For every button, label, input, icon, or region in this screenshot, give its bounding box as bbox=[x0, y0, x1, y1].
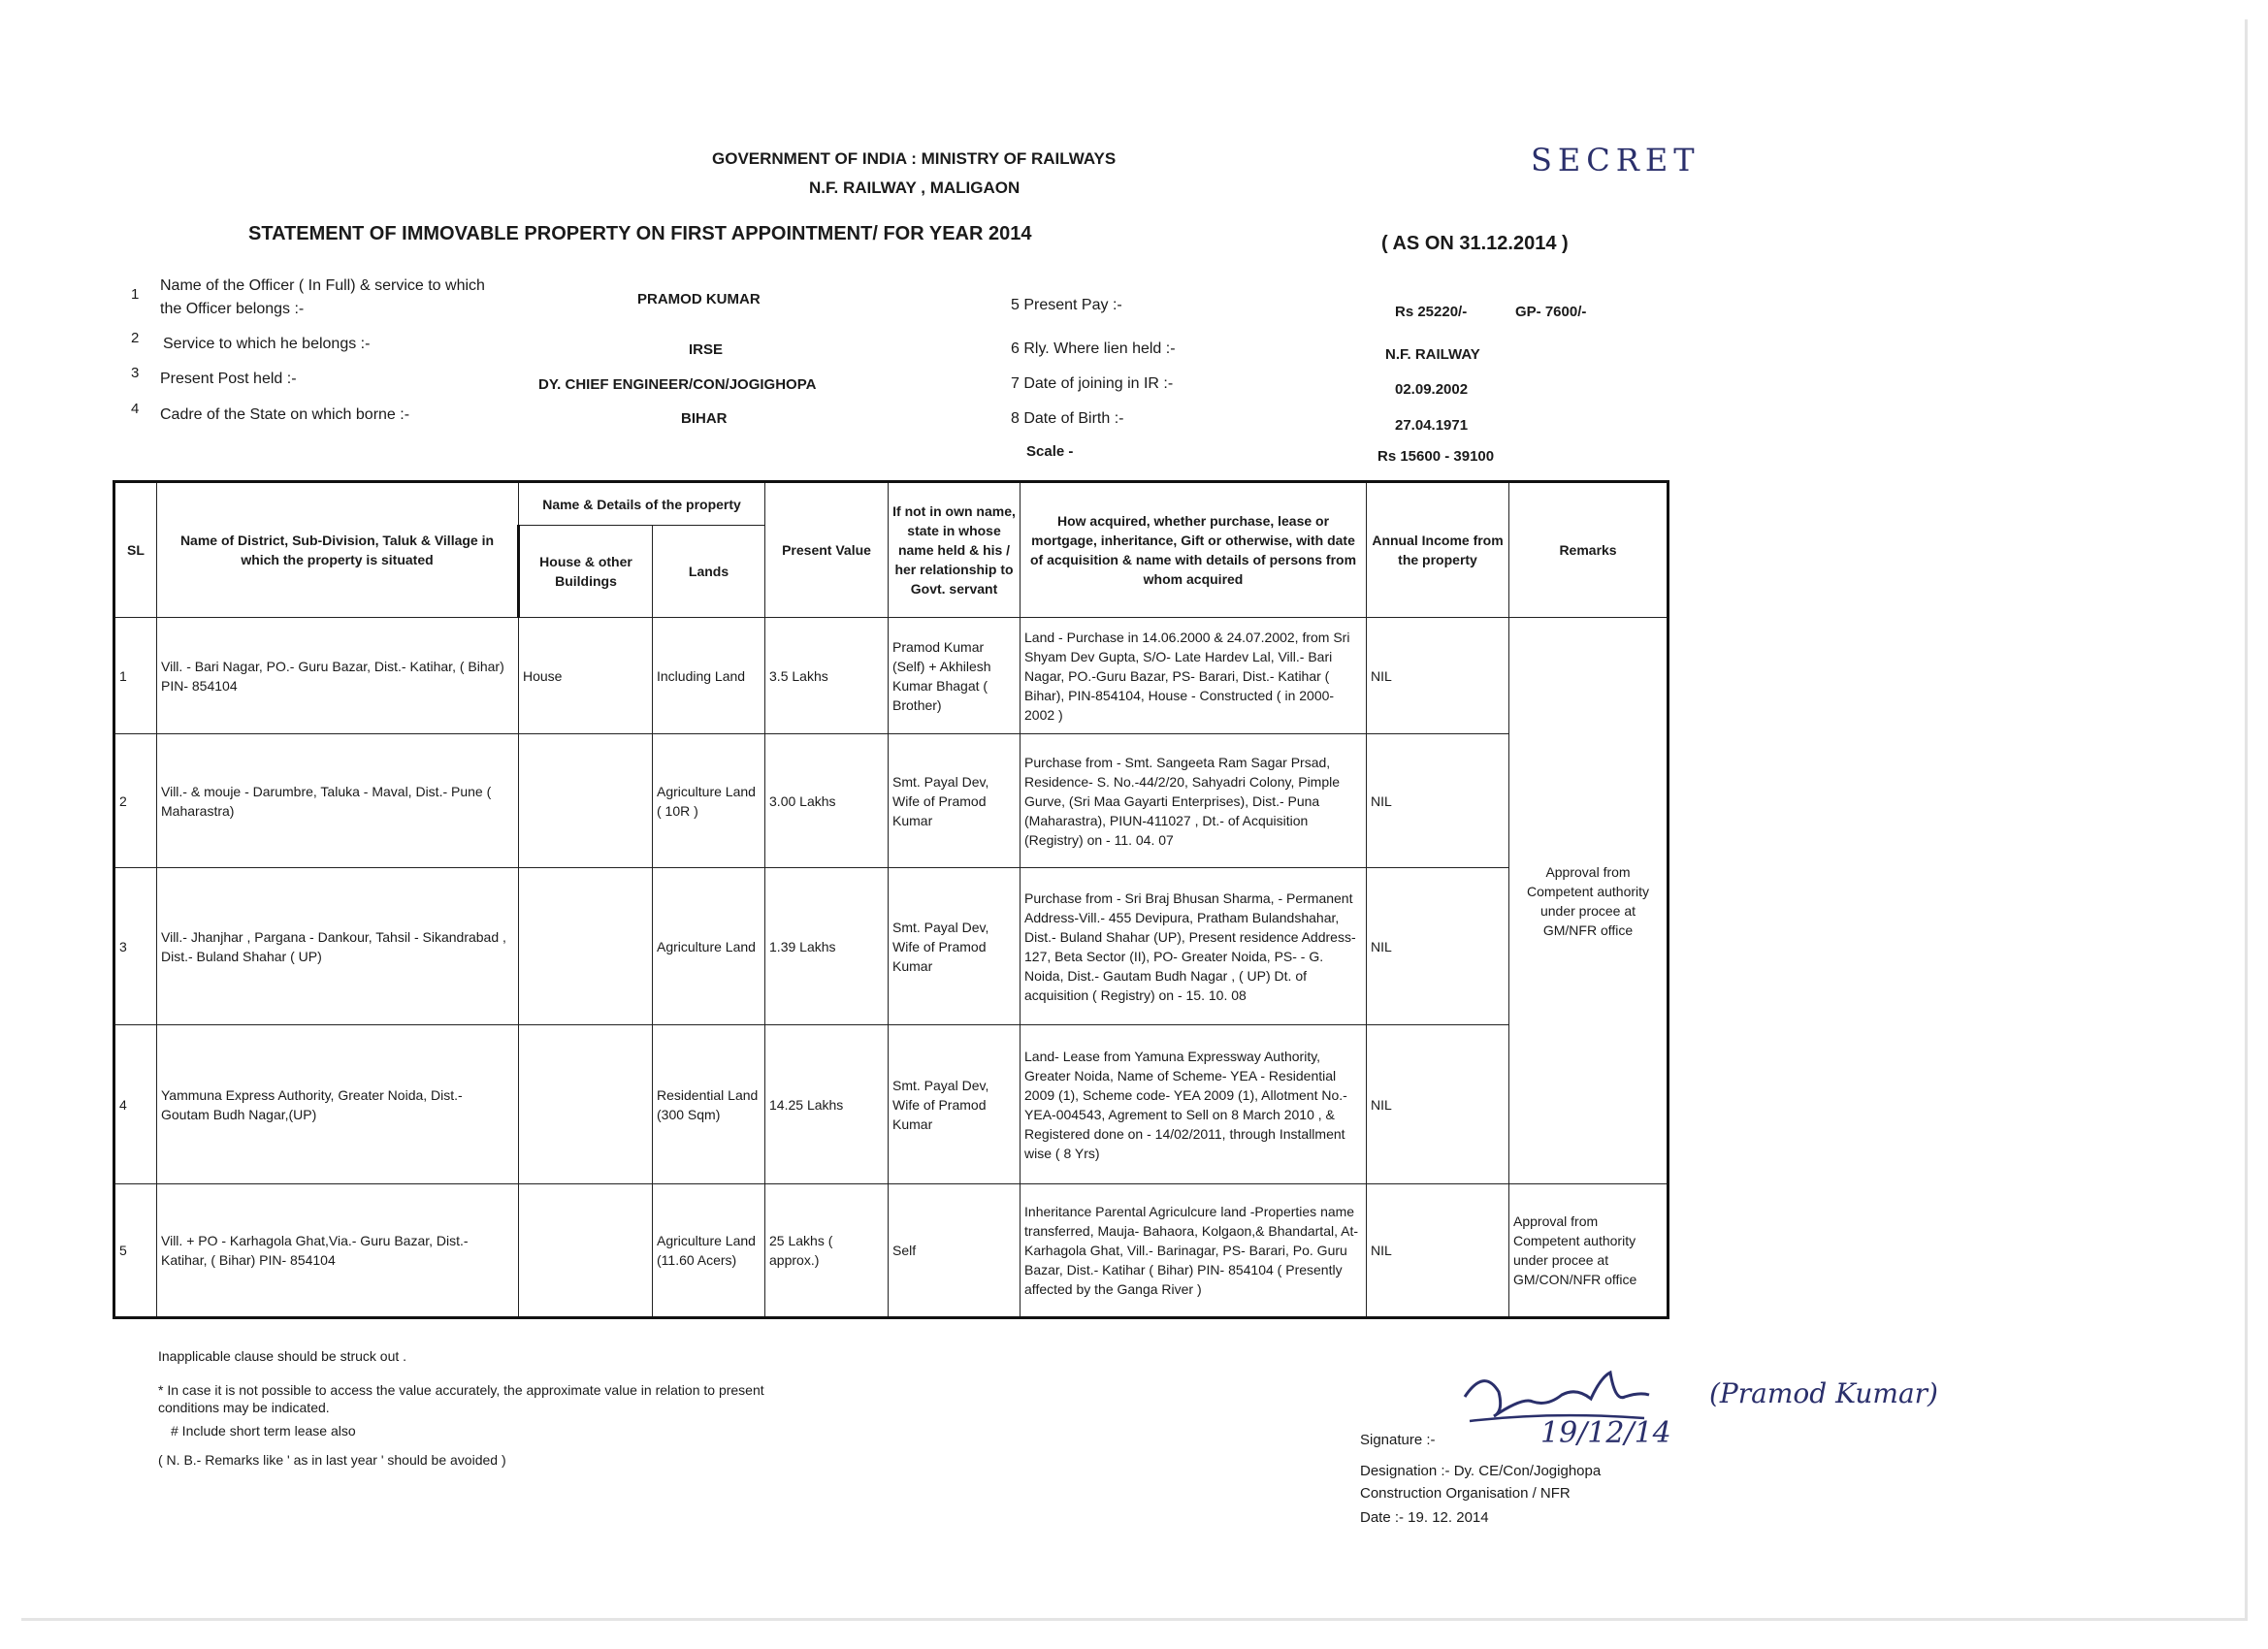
q7-label: 7 Date of joining in IR :- bbox=[1011, 375, 1174, 392]
grade-pay-value: GP- 7600/- bbox=[1515, 304, 1587, 320]
header-present-value: Present Value bbox=[765, 482, 889, 618]
q8-label: 8 Date of Birth :- bbox=[1011, 410, 1124, 427]
row-sl: 1 bbox=[114, 618, 157, 734]
note-struck-out: Inapplicable clause should be struck out . bbox=[158, 1348, 407, 1364]
row-owner: Smt. Payal Dev, Wife of Pramod Kumar bbox=[889, 734, 1021, 868]
cadre-value: BIHAR bbox=[681, 410, 728, 427]
table-row bbox=[114, 868, 1669, 1025]
row-location: Vill. - Bari Nagar, PO.- Guru Bazar, Dist.- Katihar, ( Bihar) PIN- 854104 bbox=[157, 618, 519, 734]
row-lands: Including Land bbox=[653, 618, 765, 734]
row-acquired: Purchase from - Smt. Sangeeta Ram Sagar Prsad, Residence- S. No.-44/2/20, Sahyadri Colony, Pimple Gurve, (Sri Maa Gayarti Enterprises), Dist.- Puna (Maharastra), PIUN-411027 , Dt.- of Acquisition (Registry) on - 11. 04. 07 bbox=[1021, 734, 1367, 868]
row-lands: Agriculture Land bbox=[653, 868, 765, 1025]
row-value: 14.25 Lakhs bbox=[765, 1025, 889, 1184]
row-house bbox=[519, 1025, 653, 1184]
q6-label: 6 Rly. Where lien held :- bbox=[1011, 340, 1176, 357]
signature-label: Signature :- bbox=[1360, 1432, 1436, 1448]
railway-zone-heading: N.F. RAILWAY , MALIGAON bbox=[809, 178, 1021, 197]
row-value: 25 Lakhs ( approx.) bbox=[765, 1184, 889, 1318]
header-location: Name of District, Sub-Division, Taluk & Village in which the property is situated bbox=[157, 482, 519, 618]
q4-number: 4 bbox=[131, 401, 140, 417]
q1-label-line2: the Officer belongs :- bbox=[160, 301, 305, 317]
present-pay-value: Rs 25220/- bbox=[1395, 304, 1468, 320]
row-income: NIL bbox=[1367, 1025, 1509, 1184]
note-remarks-warning: ( N. B.- Remarks like ' as in last year ' should be avoided ) bbox=[158, 1452, 506, 1468]
row-acquired: Inheritance Parental Agriculcure land -Properties name transferred, Mauja- Bahaora, Kolgaon,& Bhandartal, At- Karhagola Ghat, Vill.- Barinagar, PS- Barari, Po. Guru Bazar, Dist.- Katihar ( Bihar) PIN- 854104 ( Presently affected by the Ganga River ) bbox=[1021, 1184, 1367, 1318]
row-value: 3.5 Lakhs bbox=[765, 618, 889, 734]
row-value: 3.00 Lakhs bbox=[765, 734, 889, 868]
q1-number: 1 bbox=[131, 286, 140, 303]
row-location: Vill.- Jhanjhar , Pargana - Dankour, Tahsil - Sikandrabad , Dist.- Buland Shahar ( UP) bbox=[157, 868, 519, 1025]
row-house bbox=[519, 868, 653, 1025]
row-acquired: Purchase from - Sri Braj Bhusan Sharma, - Permanent Address-Vill.- 455 Devipura, Pratham Bulandshahar, Dist.- Buland Shahar (UP), Present residence Address- 127, Beta Sector (II), PO- Greater Noida, PS- - G. Noida, Dist.- Gautam Budh Nagar , ( UP) Dt. of acquisition ( Registry) on - 15. 10. 08 bbox=[1021, 868, 1367, 1025]
row-location: Yammuna Express Authority, Greater Noida, Dist.- Goutam Budh Nagar,(UP) bbox=[157, 1025, 519, 1184]
property-table bbox=[113, 480, 1669, 1319]
row-acquired: Land - Purchase in 14.06.2000 & 24.07.2002, from Sri Shyam Dev Gupta, S/O- Late Hardev Lal, Vill.- Bari Nagar, PO.-Guru Bazar, PS- Barari, Dist.- Katihar ( Bihar), PIN-854104, House - Constructed ( in 2000-2002 ) bbox=[1021, 618, 1367, 734]
row-house bbox=[519, 734, 653, 868]
birth-date-value: 27.04.1971 bbox=[1395, 417, 1469, 434]
q2-label: Service to which he belongs :- bbox=[163, 336, 371, 352]
q4-label: Cadre of the State on which borne :- bbox=[160, 406, 410, 423]
table-row bbox=[114, 618, 1669, 734]
row-sl: 3 bbox=[114, 868, 157, 1025]
row-income: NIL bbox=[1367, 618, 1509, 734]
row-house bbox=[519, 1184, 653, 1318]
designation: Designation :- Dy. CE/Con/Jogighopa bbox=[1360, 1463, 1602, 1479]
remarks-row-5: Approval from Competent authority under procee at GM/CON/NFR office bbox=[1509, 1184, 1669, 1318]
header-property-details: Name & Details of the property bbox=[519, 482, 765, 526]
row-owner: Self bbox=[889, 1184, 1021, 1318]
header-acquired: How acquired, whether purchase, lease or mortgage, inheritance, Gift or otherwise, with date of acquisition & name with details of persons from whom acquired bbox=[1021, 482, 1367, 618]
row-income: NIL bbox=[1367, 868, 1509, 1025]
lien-value: N.F. RAILWAY bbox=[1385, 346, 1480, 363]
ministry-heading: GOVERNMENT OF INDIA : MINISTRY OF RAILWAYS bbox=[712, 149, 1117, 168]
note-approximate-value-line2: conditions may be indicated. bbox=[158, 1400, 330, 1415]
row-house: House bbox=[519, 618, 653, 734]
header-remarks: Remarks bbox=[1509, 482, 1669, 618]
statement-title: STATEMENT OF IMMOVABLE PROPERTY ON FIRST APPOINTMENT/ FOR YEAR 2014 bbox=[248, 223, 1032, 244]
row-owner: Smt. Payal Dev, Wife of Pramod Kumar bbox=[889, 1025, 1021, 1184]
q2-number: 2 bbox=[131, 330, 140, 346]
handwritten-name: (Pramod Kumar) bbox=[1709, 1377, 1938, 1409]
row-owner: Smt. Payal Dev, Wife of Pramod Kumar bbox=[889, 868, 1021, 1025]
header-owner: If not in own name, state in whose name held & his / her relationship to Govt. servant bbox=[889, 482, 1021, 618]
note-approximate-value-line1: * In case it is not possible to access the value accurately, the approximate value in relation to present bbox=[158, 1382, 764, 1398]
secret-mark: SECRET bbox=[1531, 142, 1701, 178]
q3-number: 3 bbox=[131, 365, 140, 381]
officer-name: PRAMOD KUMAR bbox=[637, 291, 761, 307]
scale-label: Scale - bbox=[1026, 443, 1074, 460]
row-sl: 5 bbox=[114, 1184, 157, 1318]
handwritten-date: 19/12/14 bbox=[1540, 1416, 1671, 1450]
q1-label-line1: Name of the Officer ( In Full) & service to which bbox=[160, 277, 485, 294]
q3-label: Present Post held :- bbox=[160, 371, 297, 387]
row-lands: Agriculture Land ( 10R ) bbox=[653, 734, 765, 868]
post-value: DY. CHIEF ENGINEER/CON/JOGIGHOPA bbox=[538, 376, 817, 393]
q5-label: 5 Present Pay :- bbox=[1011, 297, 1122, 313]
row-income: NIL bbox=[1367, 734, 1509, 868]
row-location: Vill.- & mouje - Darumbre, Taluka - Maval, Dist.- Pune ( Maharastra) bbox=[157, 734, 519, 868]
header-sl: SL bbox=[114, 482, 157, 618]
signed-date: Date :- 19. 12. 2014 bbox=[1360, 1509, 1489, 1526]
row-lands: Residential Land (300 Sqm) bbox=[653, 1025, 765, 1184]
header-lands: Lands bbox=[653, 526, 765, 618]
row-lands: Agriculture Land (11.60 Acers) bbox=[653, 1184, 765, 1318]
as-on-date: ( AS ON 31.12.2014 ) bbox=[1381, 233, 1569, 254]
service-value: IRSE bbox=[689, 341, 724, 358]
note-short-term-lease: # Include short term lease also bbox=[171, 1423, 356, 1439]
row-acquired: Land- Lease from Yamuna Expressway Authority, Greater Noida, Name of Scheme- YEA - Residential 2009 (1), Scheme code- YEA 2009 (1), Allotment No.- YEA-004543, Agrement to Sell on 8 March 2010 , & Registered done on - 14/02/2011, through Installment wise ( 8 Yrs) bbox=[1021, 1025, 1367, 1184]
scale-value: Rs 15600 - 39100 bbox=[1377, 448, 1495, 465]
table-row bbox=[114, 1025, 1669, 1184]
row-value: 1.39 Lakhs bbox=[765, 868, 889, 1025]
row-sl: 4 bbox=[114, 1025, 157, 1184]
row-sl: 2 bbox=[114, 734, 157, 868]
remarks-rows-1-4: Approval from Competent authority under procee at GM/NFR office bbox=[1509, 618, 1669, 1184]
header-annual-income: Annual Income from the property bbox=[1367, 482, 1509, 618]
header-house: House & other Buildings bbox=[519, 526, 653, 618]
organisation: Construction Organisation / NFR bbox=[1360, 1485, 1571, 1502]
joining-date-value: 02.09.2002 bbox=[1395, 381, 1469, 398]
table-row bbox=[114, 1184, 1669, 1318]
row-owner: Pramod Kumar (Self) + Akhilesh Kumar Bhagat ( Brother) bbox=[889, 618, 1021, 734]
row-income: NIL bbox=[1367, 1184, 1509, 1318]
row-location: Vill. + PO - Karhagola Ghat,Via.- Guru Bazar, Dist.- Katihar, ( Bihar) PIN- 854104 bbox=[157, 1184, 519, 1318]
table-row bbox=[114, 734, 1669, 868]
